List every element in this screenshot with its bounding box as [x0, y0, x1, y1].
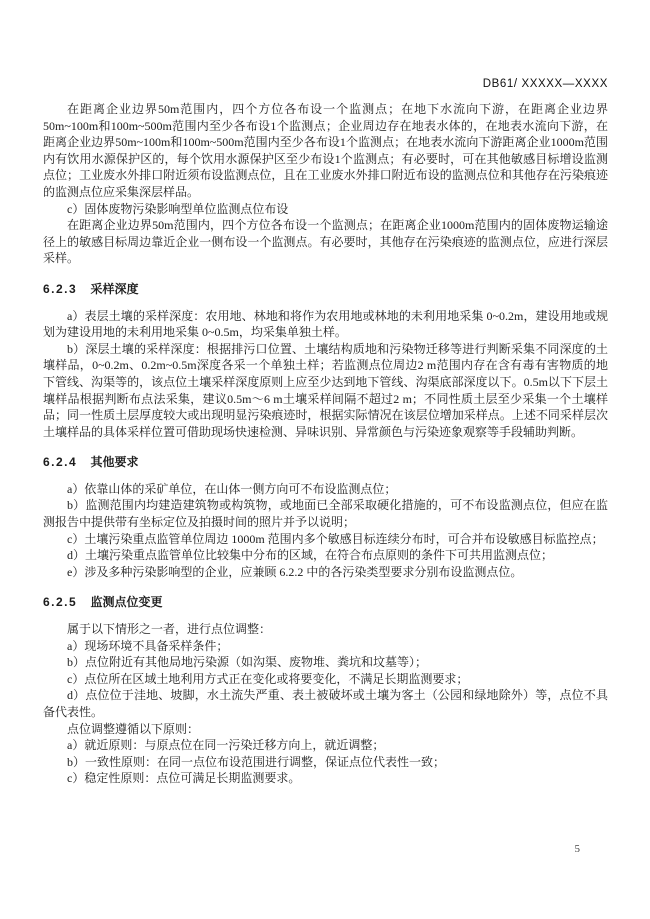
list-item: d）点位位于洼地、坡脚，水土流失严重、表土被破坏或土壤为客土（公园和绿地除外）等，点位不具备代表性。 — [43, 688, 608, 719]
list-item: c）固体废物污染影响型单位监测点位布设 — [67, 201, 289, 216]
page-number: 5 — [574, 843, 580, 855]
section-title: 其他要求 — [90, 455, 139, 470]
list-item: c）稳定性原则：点位可满足长期监测要求。 — [67, 771, 301, 786]
section-number: 6.2.4 — [43, 455, 78, 470]
section-number: 6.2.3 — [43, 281, 78, 296]
list-item: a）依靠山体的采矿单位，在山体一侧方向可不布设监测点位； — [67, 481, 397, 496]
list-item: b）深层土壤的采样深度：根据排污口位置、土壤结构质地和污染物迁移等进行判断采集不同深度的土壤样品，0~0.2m、0.2m~0.5m深度各采一个单独土样；若监测点位周边2 m范围内存在含有毒有害物质的地下管线、沟渠等的，该点位土壤采样深度原则上应至少达到地下管线、沟渠底部深度以下。0.5m以下下层土壤样品根据判断布点法采集，建议0.5m～6 m土壤采样间隔不超过2 m；不同性质土层至少采集一个土壤样品；同一性质土层厚度较大或出现明显污染痕迹时，根据实际情况在该层位增加采样点。上述不同采样层次土壤样品的具体采样位置可借助现场快速检测、异味识别、异常颜色与污染迹象观察等手段辅助判断。 — [43, 341, 608, 439]
section-heading-6-2-4 — [43, 454, 608, 471]
section-title: 采样深度 — [90, 281, 139, 296]
list-item: e）涉及多种污染影响型的企业，应兼顾 6.2.2 中的各污染类型要求分别布设监测点位。 — [67, 564, 523, 579]
list-item: b）一致性原则：在同一点位布设范围进行调整，保证点位代表性一致； — [67, 754, 446, 769]
list-item: c）点位所在区域土地利用方式正在变化或将要变化，不满足长期监测要求； — [67, 671, 469, 686]
document-code-header: DB61/ XXXXX—XXXX — [482, 78, 608, 90]
list-item: b）点位附近有其他局地污染源（如沟渠、废物堆、粪坑和坟墓等）； — [67, 655, 428, 670]
document-body — [43, 101, 608, 787]
section-title: 监测点位变更 — [90, 595, 163, 610]
section-number: 6.2.5 — [43, 595, 78, 610]
list-item: c）土壤污染重点监管单位周边 1000m 范围内多个敏感目标连续分布时，可合并布设敏感目标监控点； — [67, 531, 604, 546]
paragraph: 在距离企业边界50m范围内，四个方位各布设一个监测点；在距离企业1000m范围内的固体废物运输途径上的敏感目标周边靠近企业一侧布设一个监测点。有必要时，其他存在污染痕迹的监测点位，应进行深层采样。 — [43, 218, 608, 266]
list-item: a）表层土壤的采样深度：农用地、林地和将作为农用地或林地的未利用地采集 0~0.2m，建设用地或规划为建设用地的未利用地采集 0~0.5m，均采集单独土样。 — [43, 308, 608, 340]
section-heading-6-2-3 — [43, 281, 608, 298]
list-item: a）现场环境不具备采样条件； — [67, 638, 229, 653]
paragraph: 点位调整遵循以下原则： — [67, 721, 200, 736]
list-item: b）监测范围内均建造建筑物或构筑物，或地面已全部采取硬化措施的，可不布设监测点位，但应在监测报告中提供带有坐标定位及拍摄时间的照片并予以说明； — [43, 498, 608, 530]
paragraph: 在距离企业边界50m范围内，四个方位各布设一个监测点；在地下水流向下游，在距离企业边界50m~100m和100m~500m范围内至少各布设1个监测点；企业周边存在地表水体的，在地表水流向下游，在距离企业边界50m~100m和100m~500m范围内至少各布设1个监测点；在地表水流向下游距离企业1000m范围内有饮用水源保护区的，每个饮用水源保护区至少布设1个监测点；有必要时，可在其他敏感目标增设监测点位；工业废水外排口附近须布设监测点位，且在工业废水外排口附近布设的监测点位和其他存在污染痕迹的监测点位应采集深层样品。 — [43, 102, 608, 199]
list-item: d）土壤污染重点监管单位比较集中分布的区域，在符合布点原则的条件下可共用监测点位； — [67, 548, 554, 563]
paragraph: 属于以下情形之一者，进行点位调整： — [67, 622, 272, 637]
list-item: a）就近原则：与原点位在同一污染迁移方向上，就近调整； — [67, 738, 385, 753]
section-heading-6-2-5 — [43, 594, 608, 611]
